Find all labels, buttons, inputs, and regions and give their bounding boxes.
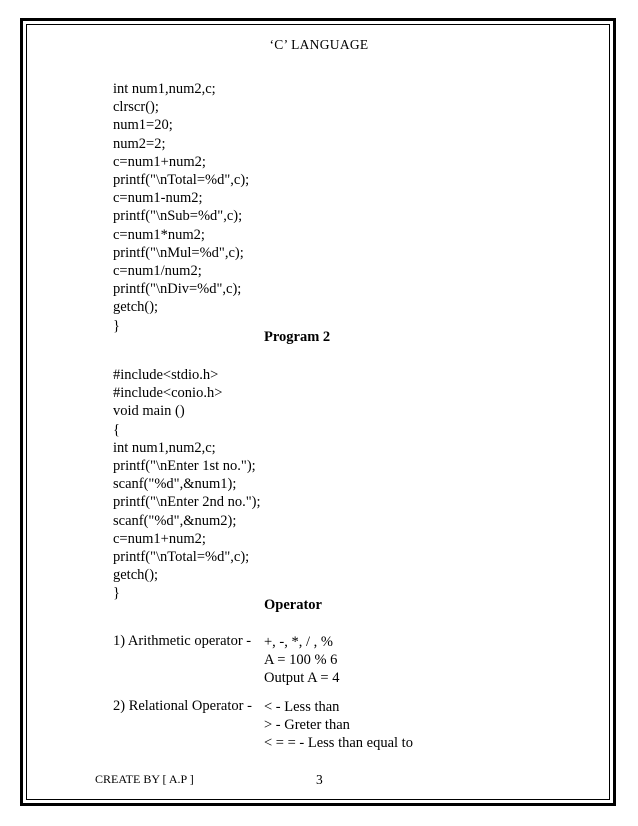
code-line: getch(); (113, 299, 159, 316)
arithmetic-operator-details (264, 633, 339, 688)
code-line: scanf("%d",&num1); (113, 476, 237, 493)
operator-detail-line: > - Greter than (264, 717, 350, 734)
operator-detail-line: < - Less than (264, 699, 340, 715)
code-line: #include<conio.h> (113, 385, 223, 402)
code-line: c=num1/num2; (113, 263, 202, 280)
operator-detail-line: Output A = 4 (264, 670, 340, 687)
code-line: void main () (113, 403, 185, 420)
code-line: getch(); (113, 567, 159, 584)
code-line: #include<stdio.h> (113, 367, 219, 383)
arithmetic-operator-label: 1) Arithmetic operator - (113, 633, 252, 649)
code-line: } (113, 317, 120, 334)
operator-detail-line: < = = - Less than equal to (264, 735, 413, 752)
program-2-heading: Program 2 (264, 329, 331, 345)
code-line: c=num1*num2; (113, 226, 205, 243)
code-line: int num1,num2,c; (113, 81, 216, 97)
code-block-1 (113, 80, 249, 335)
code-block-2 (113, 366, 261, 603)
code-line: printf("\nDiv=%d",c); (113, 281, 242, 298)
code-line: c=num1+num2; (113, 530, 206, 547)
code-line: printf("\nTotal=%d",c); (113, 549, 250, 566)
operator-detail-line: A = 100 % 6 (264, 652, 338, 669)
code-line: } (113, 585, 120, 602)
code-line: { (113, 421, 120, 438)
operator-heading: Operator (264, 597, 322, 613)
relational-operator-details (264, 698, 413, 753)
code-line: printf("\nMul=%d",c); (113, 244, 244, 261)
code-line: scanf("%d",&num2); (113, 512, 237, 529)
code-line: printf("\nTotal=%d",c); (113, 172, 250, 189)
footer-credit: CREATE BY [ A.P ] (95, 772, 194, 786)
code-line: c=num1+num2; (113, 153, 206, 170)
page-header: ‘C’ LANGUAGE (269, 37, 369, 52)
code-line: printf("\nEnter 1st no."); (113, 458, 256, 475)
code-line: num1=20; (113, 117, 173, 134)
code-line: c=num1-num2; (113, 190, 203, 207)
code-line: int num1,num2,c; (113, 439, 216, 456)
code-line: clrscr(); (113, 99, 159, 116)
relational-operator-label: 2) Relational Operator - (113, 698, 252, 714)
code-line: printf("\nEnter 2nd no."); (113, 494, 261, 511)
code-line: num2=2; (113, 135, 166, 152)
page-number: 3 (316, 772, 323, 787)
code-line: printf("\nSub=%d",c); (113, 208, 243, 225)
operator-detail-line: +, -, *, / , % (264, 634, 333, 650)
